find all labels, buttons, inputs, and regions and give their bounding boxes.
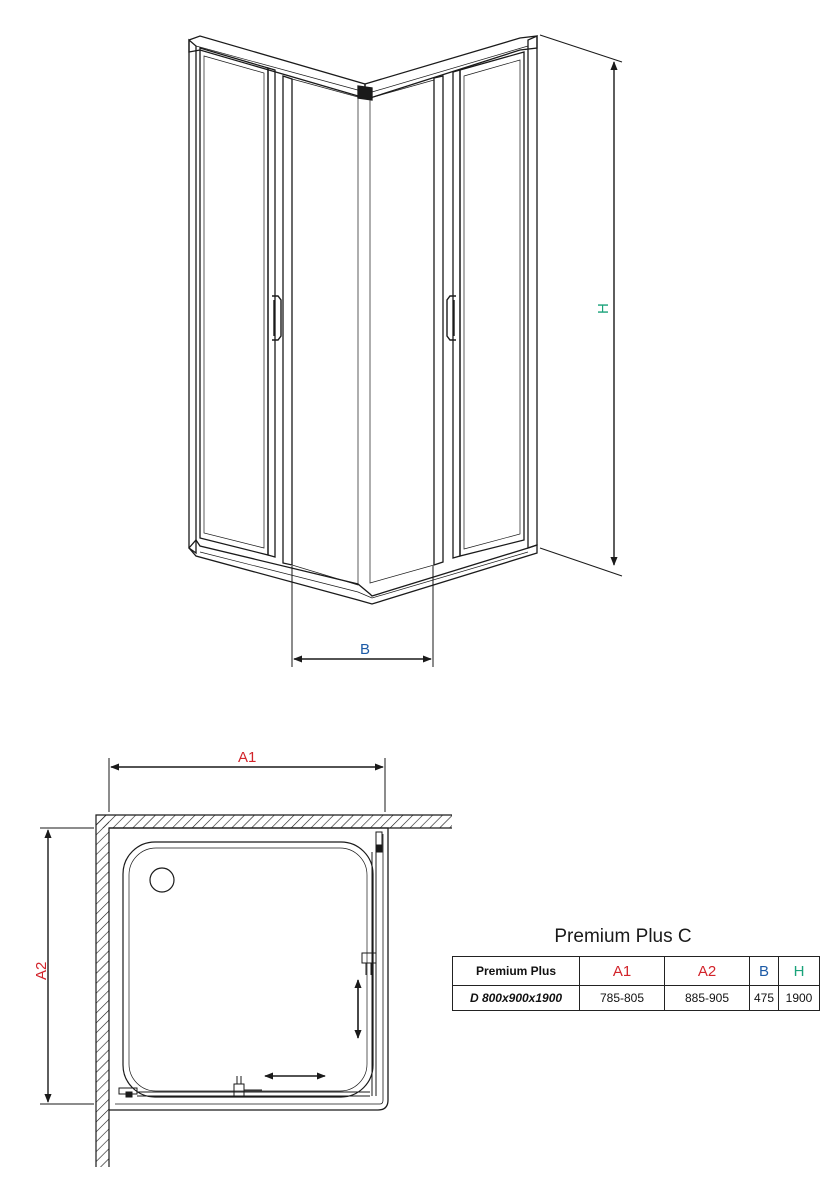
height-label: H (595, 303, 612, 314)
row-model: D 800x900x1900 (453, 986, 580, 1011)
drain-icon (150, 868, 174, 892)
right-top-rail (365, 36, 537, 98)
depth-a2-label: A2 (33, 961, 50, 980)
left-fixed-panel (200, 48, 268, 555)
table-row (453, 986, 820, 1011)
left-wall (96, 815, 109, 1167)
shower-tray (123, 842, 373, 1097)
spec-table (452, 956, 820, 1011)
header-model: Premium Plus (453, 957, 580, 986)
row-h: 1900 (779, 986, 820, 1011)
top-wall (96, 815, 452, 828)
row-a2: 885-905 (665, 986, 750, 1011)
header-h: H (779, 957, 820, 986)
right-door-rail (362, 832, 382, 1096)
bottom-door-rail (119, 1076, 370, 1097)
corner-profile (358, 86, 372, 100)
spec-header-row (453, 957, 820, 986)
width-a1-dimension (109, 758, 385, 812)
enclosure-outline (109, 828, 388, 1110)
left-door-handle (272, 296, 281, 340)
spec-title: Premium Plus C (554, 926, 692, 947)
enclosure-isometric-view (189, 36, 537, 604)
left-wall-profile (189, 40, 196, 553)
width-a1-label: A1 (238, 749, 257, 766)
door-width-label: B (360, 641, 371, 658)
header-a1: A1 (580, 957, 665, 986)
right-sliding-door (434, 76, 443, 565)
header-b: B (750, 957, 779, 986)
right-wall-profile (528, 36, 537, 548)
right-fixed-panel (460, 52, 524, 556)
left-top-rail (189, 36, 365, 98)
right-door-handle (447, 296, 456, 340)
row-b: 475 (750, 986, 779, 1011)
row-a1: 785-805 (580, 986, 665, 1011)
plan-view (96, 815, 452, 1167)
left-sliding-door (283, 76, 292, 565)
header-a2: A2 (665, 957, 750, 986)
